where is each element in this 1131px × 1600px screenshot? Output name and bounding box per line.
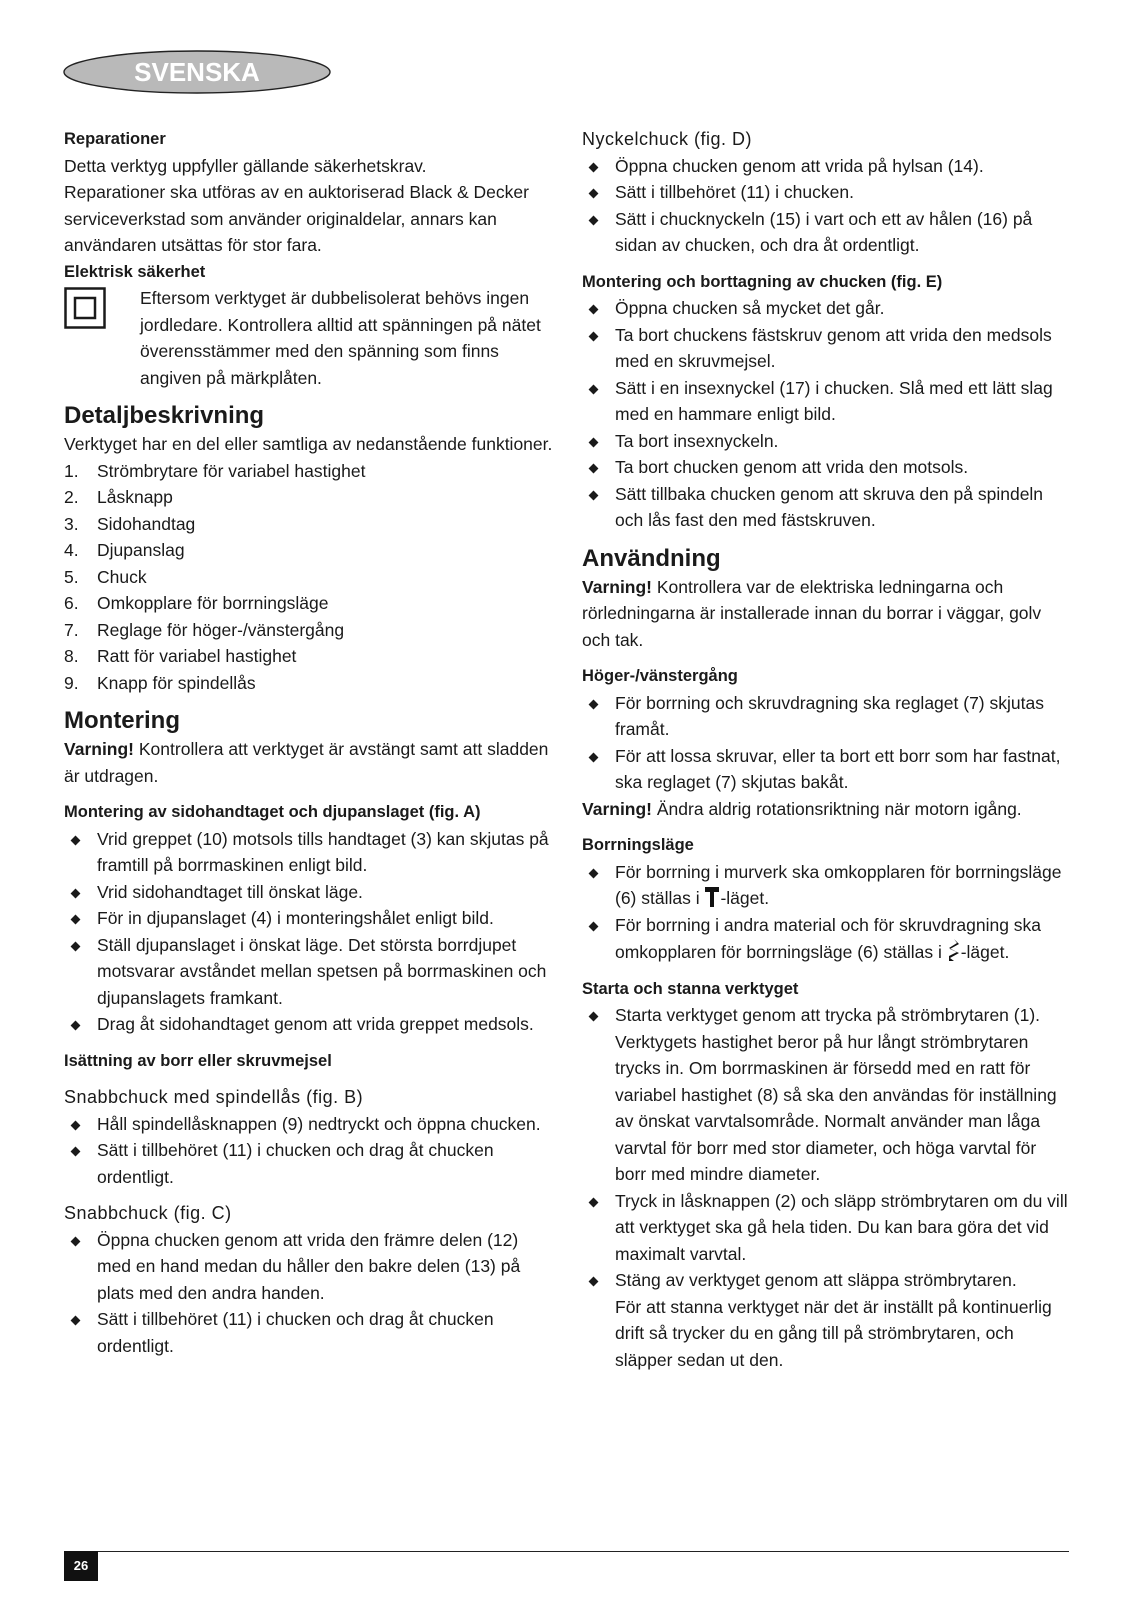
diamond-bullet-icon — [589, 464, 599, 474]
bullet-list — [64, 1227, 554, 1360]
list-item-text: Tryck in låsknappen (2) och släpp strömbrytaren om du vill att verktyget ska gå hela tiden. Du kan bara göra det vid maximalt varvtal. — [615, 1190, 1068, 1264]
subheading-isattning: Isättning av borr eller skruvmejsel — [64, 1051, 332, 1070]
bullet-list — [582, 295, 1068, 534]
diamond-bullet-icon — [589, 1197, 599, 1207]
list-item-text: För att lossa skruvar, eller ta bort ett borr som har fastnat, ska reglaget (7) skjutas bakåt. — [615, 745, 1061, 792]
feature-list-item — [64, 590, 554, 617]
heading-detaljbeskrivning: Detaljbeskrivning — [64, 402, 265, 429]
list-item — [64, 1227, 554, 1307]
list-item-text: Sätt tillbaka chucken genom att skruva den på spindeln och lås fast den med fästskruven. — [615, 483, 1044, 530]
diamond-bullet-icon — [589, 384, 599, 394]
feature-list-item — [64, 537, 554, 564]
feature-label: Ratt för variabel hastighet — [97, 646, 297, 666]
list-item-text: Stäng av verktyget genom att släppa strömbrytaren. — [615, 1270, 1017, 1290]
subheading-snabbchuck: Snabbchuck (fig. C) — [64, 1203, 232, 1223]
diamond-bullet-icon — [589, 189, 599, 199]
list-item — [64, 1306, 554, 1359]
electrical-safety-text: Eftersom verktyget är dubbelisolerat behövs ingen jordledare. Kontrollera alltid att spänningen på nätet överensstämmer med den spänning som finns angiven på märkplåten. — [140, 288, 541, 388]
feature-number: 6. — [64, 593, 79, 613]
reparationer-text-2: Reparationer ska utföras av en auktoriserad Black & Decker serviceverkstad som använder originaldelar, annars kan användaren utsättas för stor fara. — [64, 182, 529, 255]
list-item — [582, 690, 1068, 743]
warning-label: Varning! — [582, 576, 653, 597]
diamond-bullet-icon — [71, 1021, 81, 1031]
drill-mode-icon — [947, 938, 961, 962]
montering-warning — [64, 736, 554, 789]
rotation-warning — [582, 796, 1068, 823]
list-item — [64, 1137, 554, 1190]
list-item — [582, 1267, 1068, 1294]
diamond-bullet-icon — [71, 915, 81, 925]
list-item-text: Ställ djupanslaget i önskat läge. Det största borrdjupet motsvarar avståndet mellan spetsen på borrmaskinen och djupanslagets framkant. — [97, 934, 547, 1008]
bullet-list — [582, 153, 1068, 259]
warning-label: Varning! — [582, 798, 653, 819]
list-item — [64, 1111, 554, 1138]
list-item — [64, 826, 554, 879]
warning-text: Kontrollera att verktyget är avstängt samt att sladden är utdragen. — [64, 739, 549, 786]
feature-list-item — [64, 458, 554, 485]
diamond-bullet-icon — [589, 1012, 599, 1022]
warning-text: Kontrollera var de elektriska ledningarna och rörledningarna är installerade innan du borrar i väggar, golv och tak. — [582, 576, 1042, 650]
electrical-safety-block — [64, 285, 554, 391]
list-item — [582, 428, 1068, 455]
stop-instruction: För att stanna verktyget när det är inställt på kontinuerlig drift så trycker du en gång till på strömbrytaren, och släpper sedan ut den. — [615, 1296, 1052, 1370]
feature-number: 8. — [64, 646, 79, 666]
feature-list-item — [64, 564, 554, 591]
hammer-mode-icon — [704, 886, 720, 908]
feature-label: Låsknapp — [97, 487, 173, 507]
diamond-bullet-icon — [589, 752, 599, 762]
diamond-bullet-icon — [589, 162, 599, 172]
feature-list-item — [64, 511, 554, 538]
list-item — [582, 481, 1068, 534]
feature-number: 4. — [64, 540, 79, 560]
reparationer-text-1: Detta verktyg uppfyller gällande säkerhetskrav. — [64, 155, 427, 176]
list-item — [582, 1002, 1068, 1188]
list-item-text: Starta verktyget genom att trycka på strömbrytaren (1). Verktygets hastighet beror på hur långt strömbrytaren trycks in. Om borrmaskinen är försedd med en ratt för variabel hastighet (8) så ska den användas för inställning av önskat varvtalsområde. Normalt använder man låga varvtal för borr med stor diameter, och höga varvtal för borr med mindre diameter. — [615, 1005, 1057, 1184]
detalj-intro: Verktyget har en del eller samtliga av nedanstående funktioner. — [64, 434, 553, 454]
list-item — [64, 905, 554, 932]
list-item-text: Sätt i tillbehöret (11) i chucken. — [615, 182, 854, 202]
language-badge — [62, 49, 332, 95]
diamond-bullet-icon — [589, 215, 599, 225]
list-item — [582, 295, 1068, 322]
list-item-text: För borrning och skruvdragning ska reglaget (7) skjutas framåt. — [615, 692, 1044, 739]
feature-number: 1. — [64, 460, 79, 481]
feature-list — [64, 458, 554, 697]
footer-rule — [64, 1551, 1069, 1552]
diamond-bullet-icon — [589, 1277, 599, 1287]
feature-list-item — [64, 670, 554, 697]
feature-label: Sidohandtag — [97, 513, 196, 534]
page-number: 26 — [64, 1551, 98, 1581]
feature-list-item — [64, 484, 554, 511]
list-item — [582, 179, 1068, 206]
list-item-text: Ta bort insexnyckeln. — [615, 430, 779, 451]
feature-number: 7. — [64, 619, 79, 640]
diamond-bullet-icon — [589, 305, 599, 315]
subheading-snabbchuck-spindellas: Snabbchuck med spindellås (fig. B) — [64, 1087, 364, 1107]
bullet-list — [582, 1002, 1068, 1294]
list-item-text: Vrid sidohandtaget till önskat läge. — [97, 881, 363, 902]
bullet-list — [64, 826, 554, 1038]
anvandning-warning — [582, 574, 1068, 654]
warning-label: Varning! — [64, 739, 135, 759]
heading-reparationer: Reparationer — [64, 130, 166, 148]
subheading-hoger-vanstergang: Höger-/vänstergång — [582, 667, 738, 685]
list-item — [64, 879, 554, 906]
subheading-nyckelchuck: Nyckelchuck (fig. D) — [582, 129, 753, 149]
diamond-bullet-icon — [71, 1316, 81, 1326]
list-item — [64, 1011, 554, 1038]
feature-label: Omkopplare för borrningsläge — [97, 593, 329, 613]
double-insulation-icon — [64, 287, 106, 329]
diamond-bullet-icon — [71, 941, 81, 951]
heading-elektrisk-sakerhet: Elektrisk säkerhet — [64, 262, 206, 281]
left-column — [64, 126, 554, 1359]
diamond-bullet-icon — [589, 331, 599, 341]
list-item — [582, 1188, 1068, 1268]
right-column — [582, 126, 1068, 1373]
diamond-bullet-icon — [589, 699, 599, 709]
language-label: SVENSKA — [134, 57, 260, 87]
list-item — [64, 932, 554, 1012]
list-item — [582, 153, 1068, 180]
bullet-list — [582, 690, 1068, 796]
diamond-bullet-icon — [71, 1120, 81, 1130]
list-item-text: Öppna chucken genom att vrida den främre delen (12) med en hand medan du håller den bakre delen (13) på plats med den andra handen. — [97, 1229, 521, 1303]
feature-label: Reglage för höger-/vänstergång — [97, 619, 345, 640]
feature-label: Chuck — [97, 566, 147, 587]
list-item-text: Ta bort chucken genom att vrida den motsols. — [615, 457, 969, 477]
subheading-borrningslage: Borrningsläge — [582, 836, 694, 854]
feature-list-item — [64, 617, 554, 644]
feature-label: Strömbrytare för variabel hastighet — [97, 460, 366, 481]
list-item — [582, 375, 1068, 428]
feature-number: 5. — [64, 566, 79, 587]
warning-text: Ändra aldrig rotationsriktning när motorn igång. — [652, 798, 1022, 819]
list-item — [582, 322, 1068, 375]
list-item-text: Öppna chucken genom att vrida på hylsan (14). — [615, 155, 984, 176]
list-item-text: Håll spindellåsknappen (9) nedtryckt och öppna chucken. — [97, 1113, 541, 1134]
bullet-list — [64, 1111, 554, 1191]
diamond-bullet-icon — [589, 437, 599, 447]
feature-number: 9. — [64, 672, 79, 693]
diamond-bullet-icon — [71, 1236, 81, 1246]
heading-montering: Montering — [64, 707, 180, 734]
list-item-text: Sätt i tillbehöret (11) i chucken och drag åt chucken ordentligt. — [97, 1140, 494, 1187]
diamond-bullet-icon — [71, 835, 81, 845]
list-item-text: Sätt i tillbehöret (11) i chucken och drag åt chucken ordentligt. — [97, 1309, 494, 1356]
list-item-text: Vrid greppet (10) motsols tills handtaget (3) kan skjutas på framtill på borrmaskinen enligt bild. — [97, 828, 549, 875]
feature-number: 2. — [64, 487, 79, 507]
diamond-bullet-icon — [71, 1147, 81, 1157]
list-item — [582, 454, 1068, 481]
feature-list-item — [64, 643, 554, 670]
feature-label: Djupanslag — [97, 540, 185, 560]
heading-anvandning: Användning — [582, 544, 721, 572]
feature-label: Knapp för spindellås — [97, 672, 256, 693]
bullet-list — [582, 859, 1068, 966]
list-item-text: Ta bort chuckens fästskruv genom att vrida den medsols med en skruvmejsel. — [615, 324, 1052, 371]
subheading-sidohandtag: Montering av sidohandtaget och djupanslaget (fig. A) — [64, 803, 481, 821]
list-item-text: För in djupanslaget (4) i monteringshålet enligt bild. — [97, 908, 494, 928]
diamond-bullet-icon — [71, 888, 81, 898]
list-item-text: Öppna chucken så mycket det går. — [615, 298, 885, 318]
feature-number: 3. — [64, 513, 79, 534]
list-item — [582, 743, 1068, 796]
list-item: För borrning i andra material och för skruvdragning ska omkopplaren för borrningsläge (6) ställas i -läget. — [582, 912, 1068, 966]
list-item-text: Sätt i en insexnyckel (17) i chucken. Slå med ett lätt slag med en hammare enligt bild. — [615, 377, 1053, 424]
list-item — [582, 206, 1068, 259]
list-item-text: Drag åt sidohandtaget genom att vrida greppet medsols. — [97, 1014, 534, 1034]
diamond-bullet-icon — [589, 490, 599, 500]
subheading-starta-stanna: Starta och stanna verktyget — [582, 979, 799, 998]
list-item-text: Sätt i chucknyckeln (15) i vart och ett av hålen (16) på sidan av chucken, och dra åt ordentligt. — [615, 208, 1033, 255]
subheading-montering-borttagning: Montering och borttagning av chucken (fig. E) — [582, 272, 943, 291]
list-item: För borrning i murverk ska omkopplaren för borrningsläge (6) ställas i -läget. — [582, 859, 1068, 912]
